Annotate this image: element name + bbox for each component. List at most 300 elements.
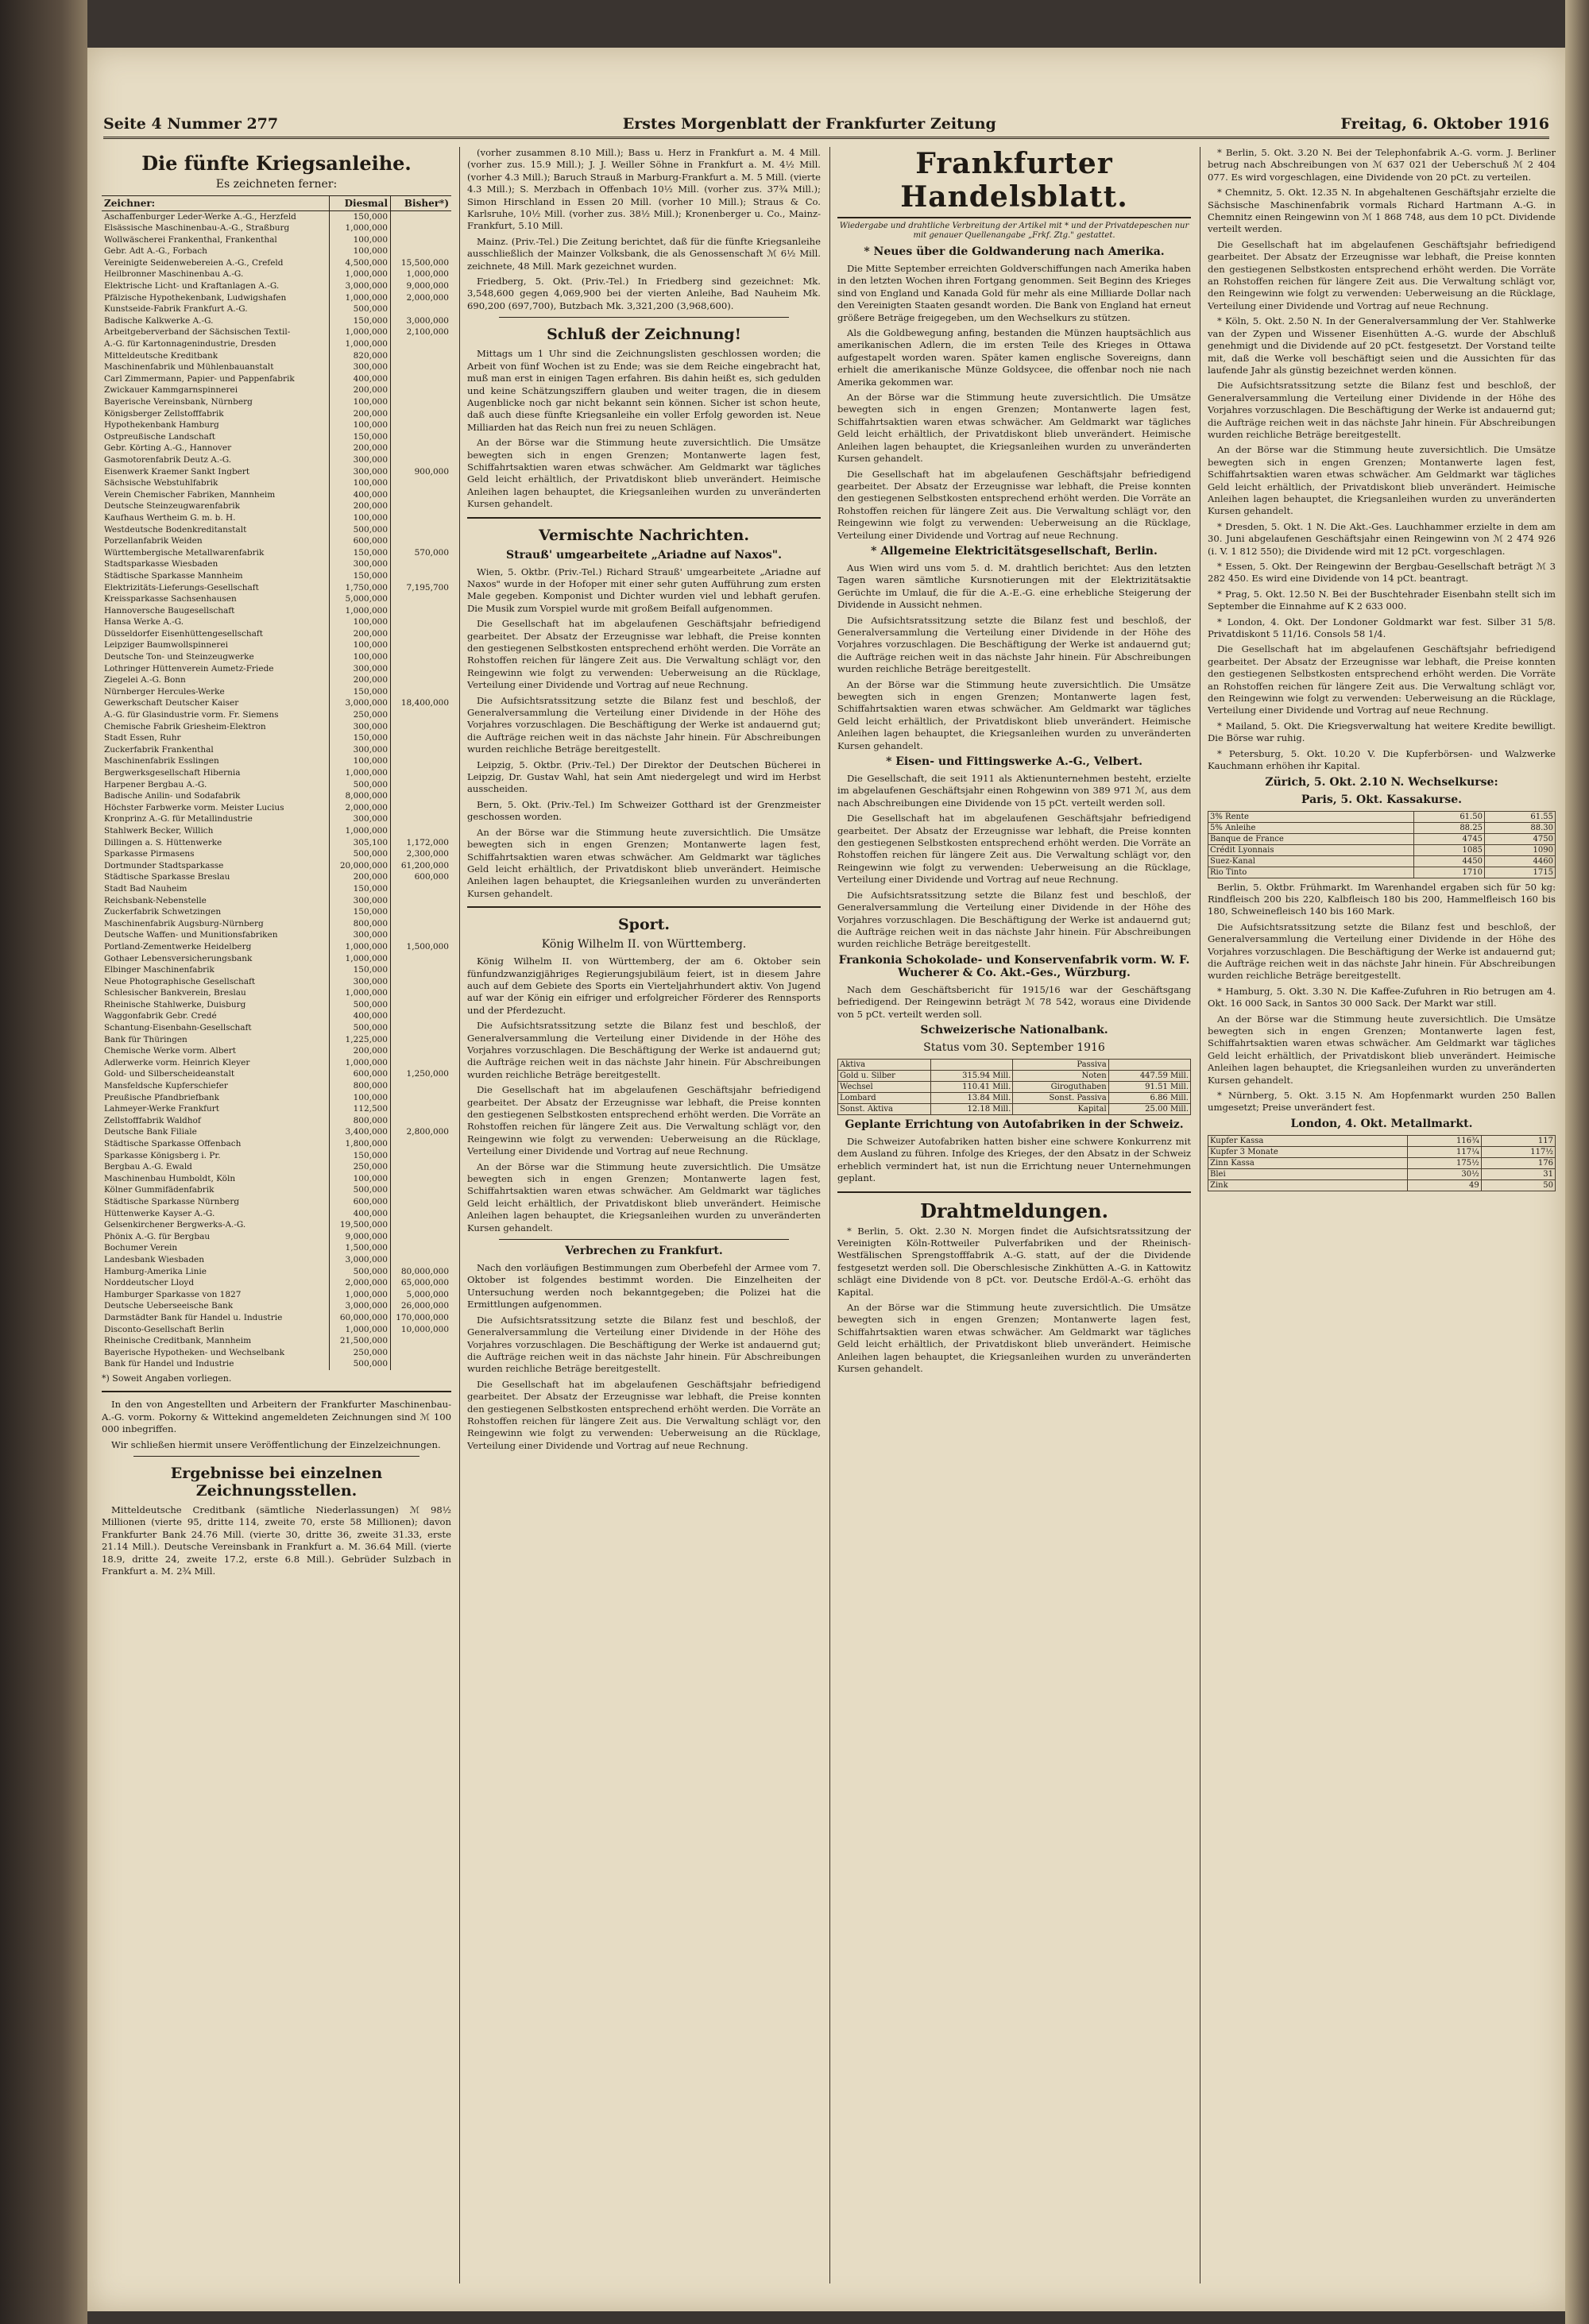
subscription-row-cell: Preußische Pfandbriefbank <box>104 1092 220 1102</box>
subscription-row <box>102 779 451 791</box>
subscription-row-cell: 570,000 <box>391 547 452 559</box>
subscription-row-cell <box>391 350 452 362</box>
subscription-row-cell <box>391 512 452 524</box>
subscription-row <box>102 1312 451 1324</box>
book-spine <box>0 0 87 2324</box>
paris-quotes-table <box>1208 811 1556 878</box>
subscription-row <box>102 582 451 594</box>
paris-row-cell: 4450 <box>1413 855 1484 867</box>
subscription-row <box>102 1347 451 1359</box>
subscription-row-cell <box>391 675 452 687</box>
subscription-row <box>102 617 451 629</box>
subscription-row-cell: Ostpreußische Landschaft <box>104 431 216 442</box>
subscription-row-cell: 300,000 <box>330 895 391 907</box>
subscription-row <box>102 686 451 698</box>
wire-petersburg: * Petersburg, 5. Okt. 10.20 V. Die Kupferbörsen- und Walzwerke Kauchmann erhöhen ihr Kapital. <box>1208 747 1556 772</box>
subscription-row-cell: 400,000 <box>330 373 391 385</box>
subscription-row <box>102 327 451 339</box>
paris-row <box>1208 855 1556 867</box>
subscription-row-cell: Gebr. Adt A.-G., Forbach <box>104 246 207 257</box>
paris-row-cell: 1715 <box>1484 867 1555 878</box>
subscription-row-cell <box>391 431 452 443</box>
subscription-row-cell <box>391 1011 452 1023</box>
subscription-row-cell <box>391 1231 452 1243</box>
subscription-row <box>102 663 451 675</box>
column-rule <box>459 147 460 2283</box>
subscription-row-cell <box>391 721 452 733</box>
snb-row-cell: Giroguthaben <box>1013 1081 1108 1092</box>
subscription-row-cell: 1,500,000 <box>391 941 452 953</box>
subscription-row-cell: Zellstofffabrik Waldhof <box>104 1115 201 1125</box>
subscription-row-cell: 2,300,000 <box>391 849 452 861</box>
subscription-row-cell: 1,000,000 <box>330 1324 391 1336</box>
subscription-row <box>102 1011 451 1023</box>
subscription-row-cell: Kölner Gummifädenfabrik <box>104 1185 215 1195</box>
subscription-row-cell: 150,000 <box>330 431 391 443</box>
subscription-row-cell: 100,000 <box>330 640 391 652</box>
subscription-row <box>102 1034 451 1046</box>
footnote: *) Soweit Angaben vorliegen. <box>102 1373 232 1384</box>
article-text: Die Gesellschaft hat im abgelaufenen Geschäftsjahr befriedigend gearbeitet. Der Absatz der Erzeugnisse war lebhaft, die Preise konnten den gestiegenen Selbstkosten entsprechend erhöht werden. Die Vorräte an Rohstoffen reichen für längere Zeit aus. Die Verwaltung schlägt vor, den Reingewinn wie folgt zu verwenden: Ueberweisung an die Rücklage, Verteilung einer Dividende und Vortrag auf neue Rechnung. <box>467 618 821 691</box>
subscription-row-cell: Städtische Sparkasse Mannheim <box>104 570 243 581</box>
subscription-row-cell: 10,000,000 <box>391 1324 452 1336</box>
subscription-row <box>102 431 451 443</box>
subscription-row-cell: 1,800,000 <box>330 1139 391 1151</box>
subscription-row <box>102 1104 451 1116</box>
subscription-row <box>102 710 451 722</box>
snb-row <box>838 1092 1191 1103</box>
article-text: Die Aufsichtsratssitzung setzte die Bilanz fest und beschloß, der Generalversammlung die Verteilung einer Dividende in der Höhe des Vorjahres vorzuschlagen. Die Beschäftigung der Werke ist andauernd gut; die Aufträge reichen weit in das nächste Jahr hinein. Für Abschreibungen wurden reichliche Beträge bereitgestellt. <box>837 889 1191 950</box>
subscription-row-cell: Dillingen a. S. Hüttenwerke <box>104 837 222 847</box>
column-wires <box>1208 147 1556 2283</box>
subscription-row-cell: 500,000 <box>330 999 391 1011</box>
metal-market-title: London, 4. Okt. Metallmarkt. <box>1290 1117 1473 1130</box>
article-text: An der Börse war die Stimmung heute zuversichtlich. Die Umsätze bewegten sich in engen Grenzen; Montanwerte lagen fest, Schiffahrtsaktien waren etwas schwächer. Am Geldmarkt war tägliches Geld leicht erhältlich, der Privatdiskont blieb unverändert. Heimische Anleihen lagen behauptet, die Kriegsanleihen wurden zu unveränderten Kursen gehandelt. <box>467 437 821 510</box>
subscription-row-cell: Elsässische Maschinenbau-A.-G., Straßburg <box>104 223 290 234</box>
header-page-number: Seite 4 Nummer 277 <box>103 115 279 133</box>
subscription-row-cell <box>391 802 452 814</box>
subscription-row-cell: Deutsche Ueberseeische Bank <box>104 1301 234 1311</box>
subscription-row-cell: 200,000 <box>330 1046 391 1058</box>
subscription-row-cell <box>391 385 452 397</box>
snb-row-cell: Lombard <box>838 1092 931 1103</box>
subscription-row-cell: Deutsche Steinzeugwarenfabrik <box>104 501 241 512</box>
subscription-row <box>102 304 451 316</box>
subscription-row <box>102 408 451 420</box>
subscription-row-cell: 5,000,000 <box>391 1289 452 1301</box>
paris-row <box>1208 822 1556 833</box>
subscription-row <box>102 907 451 919</box>
subscription-row-cell: 1,000,000 <box>330 768 391 780</box>
article-text: Die Aufsichtsratssitzung setzte die Bilanz fest und beschloß, der Generalversammlung die Verteilung einer Dividende in der Höhe des Vorjahres vorzuschlagen. Die Beschäftigung der Werke ist andauernd gut; die Aufträge reichen weit in das nächste Jahr hinein. Für Abschreibungen wurden reichliche Beträge bereitgestellt. <box>1208 380 1556 440</box>
results-title: Ergebnisse bei einzelnen Zeichnungsstellen. <box>170 1465 383 1500</box>
metal-row <box>1208 1135 1556 1146</box>
subscription-row-cell: Bank für Thüringen <box>104 1034 188 1044</box>
paris-row-cell: 4745 <box>1413 833 1484 844</box>
subscription-row-cell: Stadtsparkasse Wiesbaden <box>104 559 218 569</box>
subscription-row <box>102 860 451 872</box>
velbert-article-text: Die Gesellschaft, die seit 1911 als Aktienunternehmen besteht, erzielte im abgelaufenen Geschäftsjahr einen Rohgewinn von 389 971 ℳ, aus dem nach Abschreibungen eine Dividende von 15 pCt. verteilt werden soll. <box>837 773 1191 809</box>
subscription-row-cell <box>391 605 452 617</box>
subscription-row-cell: Bergbau A.-G. Ewald <box>104 1162 192 1172</box>
subscription-row-cell: 250,000 <box>330 710 391 722</box>
subscription-row-cell: 1,000,000 <box>391 269 452 281</box>
subscription-row-cell: 100,000 <box>330 478 391 490</box>
subscription-row-cell: 300,000 <box>330 721 391 733</box>
subscription-row <box>102 1115 451 1127</box>
snb-row-cell: Gold u. Silber <box>838 1070 931 1081</box>
subscription-row <box>102 628 451 640</box>
snb-row-cell: 315.94 Mill. <box>930 1070 1012 1081</box>
subscription-row-cell <box>391 1220 452 1232</box>
subscription-row-cell: Sächsische Webstuhlfabrik <box>104 478 218 488</box>
subscription-row-cell: 200,000 <box>330 675 391 687</box>
subscription-row-cell <box>391 1081 452 1093</box>
subscription-row-cell: Elbinger Maschinenfabrik <box>104 965 215 975</box>
subscription-row-cell: Zwickauer Kammgarnspinnerei <box>104 385 238 396</box>
subscription-row-cell: 300,000 <box>330 454 391 466</box>
subscription-row-cell: Harpener Bergbau A.-G. <box>104 779 207 789</box>
subscription-row-cell <box>391 1347 452 1359</box>
subscription-row-cell <box>391 1336 452 1348</box>
hamburg-coffee: * Hamburg, 5. Okt. 3.30 N. Die Kaffee-Zufuhren in Rio betrugen am 4. Okt. 16 000 Sack, in Santos 30 000 Sack. Der Markt war still. <box>1208 985 1556 1010</box>
wire-report-text: * Berlin, 5. Okt. 2.30 N. Morgen findet die Aufsichtsratssitzung der Vereinigten Köln-Rottweiler Pulverfabriken und der Rheinisch-Westfälischen Sprengstofffabrik A.-G. statt, auf der die Dividende festgesetzt werden soll. Die Oberschlesische Zinkhütten A.-G. in Kattowitz schlägt eine Dividende von 8 pCt. vor. Deutsche Erdöl-A.-G. erhöht das Kapital. <box>837 1225 1191 1298</box>
subscription-row-cell: 200,000 <box>330 501 391 513</box>
subscription-row-cell: 600,000 <box>391 872 452 884</box>
article-text: An der Börse war die Stimmung heute zuversichtlich. Die Umsätze bewegten sich in engen Grenzen; Montanwerte lagen fest, Schiffahrtsaktien waren etwas schwächer. Am Geldmarkt war tägliches Geld leicht erhältlich, der Privatdiskont blieb unverändert. Heimische Anleihen lagen behauptet, die Kriegsanleihen wurden zu unveränderten Kursen gehandelt. <box>467 826 821 899</box>
subscription-row <box>102 281 451 293</box>
subscription-row-cell: 500,000 <box>330 304 391 316</box>
subscription-row <box>102 605 451 617</box>
metal-row-cell: Kupfer Kassa <box>1208 1135 1408 1146</box>
subscription-row <box>102 814 451 826</box>
subscription-row <box>102 640 451 652</box>
subscription-row-cell: Elektrizitäts-Lieferungs-Gesellschaft <box>104 582 259 593</box>
subscription-row-cell: Reichsbank-Nebenstelle <box>104 895 207 905</box>
subscription-row-cell: Eisenwerk Kraemer Sankt Ingbert <box>104 466 250 477</box>
subscription-row-cell <box>391 988 452 1000</box>
subscription-row-cell: Gasmotorenfabrik Deutz A.-G. <box>104 454 232 465</box>
velbert-article-title: * Eisen- und Fittingswerke A.-G., Velbert. <box>886 755 1142 769</box>
subscription-row <box>102 1324 451 1336</box>
subscription-row-cell: 9,000,000 <box>391 281 452 293</box>
subscription-row-cell: 500,000 <box>330 1359 391 1371</box>
subscription-row-cell: 100,000 <box>330 246 391 258</box>
metal-row-cell: 116¾ <box>1407 1135 1481 1146</box>
frankonia-article-text: Nach dem Geschäftsbericht für 1915/16 war der Geschäftsgang befriedigend. Der Reingewinn beträgt ℳ 78 542, woraus eine Dividende von 5 pCt. verteilt werden soll. <box>837 983 1191 1020</box>
subscription-row <box>102 1162 451 1174</box>
subscription-row <box>102 744 451 756</box>
subscription-row-cell: 150,000 <box>330 315 391 327</box>
article-text: An der Börse war die Stimmung heute zuversichtlich. Die Umsätze bewegten sich in engen Grenzen; Montanwerte lagen fest, Schiffahrtsaktien waren etwas schwächer. Am Geldmarkt war tägliches Geld leicht erhältlich, der Privatdiskont blieb unverändert. Heimische Anleihen lagen behauptet, die Kriegsanleihen wurden zu unveränderten Kursen gehandelt. <box>837 678 1191 751</box>
subscription-row-cell: 250,000 <box>330 1347 391 1359</box>
snb-row-cell: 447.59 Mill. <box>1108 1070 1190 1081</box>
subscription-row-cell: 1,000,000 <box>330 327 391 339</box>
subscription-row-cell: 800,000 <box>330 1081 391 1093</box>
subscription-row <box>102 953 451 965</box>
closing-title: Schluß der Zeichnung! <box>547 326 741 344</box>
subscription-row <box>102 501 451 513</box>
subscription-row <box>102 466 451 478</box>
metal-row <box>1208 1157 1556 1168</box>
subscription-row-cell: Chemische Werke vorm. Albert <box>104 1046 237 1056</box>
subscription-row-cell <box>391 640 452 652</box>
metal-row-cell: Zinn Kassa <box>1208 1157 1408 1168</box>
subscription-row-cell: Disconto-Gesellschaft Berlin <box>104 1324 225 1334</box>
crime-headline: Verbrechen zu Frankfurt. <box>565 1245 723 1258</box>
subscription-row-cell: Landesbank Wiesbaden <box>104 1254 205 1264</box>
subscription-row-cell <box>391 339 452 351</box>
berlin-market: Berlin, 5. Oktbr. Frühmarkt. Im Warenhandel ergaben sich für 50 kg: Rindfleisch 200 bis 220, Kalbfleisch 180 bis 200, Hammelfleisch 160 bis 180, Schweinefleisch 140 bis 160 Mark. <box>1208 881 1556 917</box>
subscription-row <box>102 1196 451 1208</box>
gold-article-title: * Neues über die Goldwanderung nach Amerika. <box>864 245 1165 258</box>
subscription-row-cell: Württembergische Metallwarenfabrik <box>104 547 265 558</box>
subscription-row-cell: Norddeutscher Lloyd <box>104 1278 195 1288</box>
subscription-row-cell <box>391 594 452 606</box>
subscription-row-cell: Rheinische Creditbank, Mannheim <box>104 1336 252 1346</box>
subscription-row-cell: 1,000,000 <box>330 941 391 953</box>
snb-row-cell: Aktiva <box>838 1059 931 1070</box>
subscription-row-cell: Maschinenfabrik und Mühlenbauanstalt <box>104 362 274 373</box>
subscription-row-cell <box>391 825 452 837</box>
subscription-row-cell: Pfälzische Hypothekenbank, Ludwigshafen <box>104 292 287 303</box>
subscription-row-cell: 1,000,000 <box>330 339 391 351</box>
paris-row-cell: Banque de France <box>1208 833 1414 844</box>
subscription-row-cell: Bergwerksgesellschaft Hibernia <box>104 768 241 778</box>
subscription-row-cell <box>391 536 452 548</box>
subscription-row-cell: 100,000 <box>330 512 391 524</box>
subscription-row <box>102 570 451 582</box>
subscription-row-cell: 2,000,000 <box>391 292 452 304</box>
subscription-row-cell: 9,000,000 <box>330 1231 391 1243</box>
paris-row <box>1208 811 1556 822</box>
subscription-row-cell: 500,000 <box>330 779 391 791</box>
subscription-row-cell <box>391 362 452 374</box>
subscription-row-cell <box>391 501 452 513</box>
article-text: Die Aufsichtsratssitzung setzte die Bilanz fest und beschloß, der Generalversammlung die Verteilung einer Dividende in der Höhe des Vorjahres vorzuschlagen. Die Beschäftigung der Werke ist andauernd gut; die Aufträge reichen weit in das nächste Jahr hinein. Für Abschreibungen wurden reichliche Beträge bereitgestellt. <box>467 1020 821 1080</box>
subscription-row <box>102 234 451 246</box>
subscription-row-cell <box>391 304 452 316</box>
subscription-row-cell: Städtische Sparkasse Nürnberg <box>104 1196 240 1206</box>
subscription-row-cell <box>391 663 452 675</box>
subscription-row-cell: 1,000,000 <box>330 1057 391 1069</box>
subscription-row-cell: Porzellanfabrik Weiden <box>104 536 203 546</box>
note-machine-works: In den von Angestellten und Arbeitern der Frankfurter Maschinenbau-A.-G. vorm. Pokorny & Wittekind angemeldeten Zeichnungen sind ℳ 100 000 inbegriffen. <box>102 1399 451 1435</box>
subscription-row <box>102 733 451 745</box>
article-text: Die Gesellschaft hat im abgelaufenen Geschäftsjahr befriedigend gearbeitet. Der Absatz der Erzeugnisse war lebhaft, die Preise konnten den gestiegenen Selbstkosten entsprechend erhöht werden. Die Vorräte an Rohstoffen reichen für längere Zeit aus. Die Verwaltung schlägt vor, den Reingewinn wie folgt zu verwenden: Ueberweisung an die Rücklage, Verteilung einer Dividende und Vortrag auf neue Rechnung. <box>467 1084 821 1157</box>
subscription-row-cell: 3,000,000 <box>330 1254 391 1266</box>
subscription-row-cell: Arbeitgeberverband der Sächsischen Textil- <box>104 327 291 338</box>
subscription-row-cell: 100,000 <box>330 756 391 768</box>
subscription-row-cell: 2,100,000 <box>391 327 452 339</box>
subscription-row-cell: 3,000,000 <box>391 315 452 327</box>
snb-row-cell <box>1108 1059 1190 1070</box>
article-text: An der Börse war die Stimmung heute zuversichtlich. Die Umsätze bewegten sich in engen Grenzen; Montanwerte lagen fest, Schiffahrtsaktien waren etwas schwächer. Am Geldmarkt war tägliches Geld leicht erhältlich, der Privatdiskont blieb unverändert. Heimische Anleihen lagen behauptet, die Kriegsanleihen wurden zu unveränderten Kursen gehandelt. <box>467 1160 821 1233</box>
snb-status-table <box>837 1059 1191 1115</box>
subscription-row <box>102 976 451 988</box>
subscription-row-cell: Hamburg-Amerika Linie <box>104 1266 207 1276</box>
subscription-row-cell <box>391 246 452 258</box>
subscription-row <box>102 1266 451 1278</box>
subscription-row <box>102 443 451 455</box>
subscription-row-cell <box>391 791 452 803</box>
subscription-row <box>102 675 451 687</box>
subscription-row-cell: 500,000 <box>330 1185 391 1197</box>
article-text: Die Aufsichtsratssitzung setzte die Bilanz fest und beschloß, der Generalversammlung die Verteilung einer Dividende in der Höhe des Vorjahres vorzuschlagen. Die Beschäftigung der Werke ist andauernd gut; die Aufträge reichen weit in das nächste Jahr hinein. Für Abschreibungen wurden reichliche Beträge bereitgestellt. <box>837 614 1191 675</box>
subscription-row-cell: Ziegelei A.-G. Bonn <box>104 675 186 685</box>
subscription-row <box>102 559 451 571</box>
subscription-row-cell <box>391 976 452 988</box>
article-text: An der Börse war die Stimmung heute zuversichtlich. Die Umsätze bewegten sich in engen Grenzen; Montanwerte lagen fest, Schiffahrtsaktien waren etwas schwächer. Am Geldmarkt war tägliches Geld leicht erhältlich, der Privatdiskont blieb unverändert. Heimische Anleihen lagen behauptet, die Kriegsanleihen wurden zu unveränderten Kursen gehandelt. <box>1208 444 1556 517</box>
metal-row-cell: Kupfer 3 Monate <box>1208 1146 1408 1157</box>
subscription-row <box>102 1359 451 1371</box>
subscription-row-cell: 112,500 <box>330 1104 391 1116</box>
paris-row-cell: 5% Anleihe <box>1208 822 1414 833</box>
subscription-row <box>102 1208 451 1220</box>
subscription-row-cell <box>391 1254 452 1266</box>
metal-row-cell: 175½ <box>1407 1157 1481 1168</box>
subscription-row-cell: Maschinenbau Humboldt, Köln <box>104 1173 236 1183</box>
subscription-row-cell <box>391 420 452 432</box>
subscription-row-cell: 820,000 <box>330 350 391 362</box>
subscription-row-cell: 7,195,700 <box>391 582 452 594</box>
subscription-row-cell: 800,000 <box>330 918 391 930</box>
page-header <box>103 111 1549 139</box>
subscription-row <box>102 895 451 907</box>
subscription-row <box>102 478 451 490</box>
subscription-row-cell: 600,000 <box>330 1069 391 1081</box>
snb-row-cell: Passiva <box>1013 1059 1108 1070</box>
subscription-row-cell: Schantung-Eisenbahn-Gesellschaft <box>104 1023 252 1033</box>
nurnberg-hops: * Nürnberg, 5. Okt. 3.15 N. Am Hopfenmarkt wurden 250 Ballen umgesetzt; Preise unverändert fest. <box>1208 1090 1556 1114</box>
subscription-row-cell <box>391 999 452 1011</box>
snb-table-subtitle: Status vom 30. September 1916 <box>923 1040 1105 1054</box>
snb-row-cell: 110.41 Mill. <box>930 1081 1012 1092</box>
article-text: Die Gesellschaft hat im abgelaufenen Geschäftsjahr befriedigend gearbeitet. Der Absatz der Erzeugnisse war lebhaft, die Preise konnten den gestiegenen Selbstkosten entsprechend erhöht werden. Die Vorräte an Rohstoffen reichen für längere Zeit aus. Die Verwaltung schlägt vor, den Reingewinn wie folgt zu verwenden: Ueberweisung an die Rücklage, Verteilung einer Dividende und Vortrag auf neue Rechnung. <box>1208 643 1556 716</box>
subscription-row <box>102 1278 451 1290</box>
subscription-row-cell <box>391 710 452 722</box>
article-text: Die Aufsichtsratssitzung setzte die Bilanz fest und beschloß, der Generalversammlung die Verteilung einer Dividende in der Höhe des Vorjahres vorzuschlagen. Die Beschäftigung der Werke ist andauernd gut; die Aufträge reichen weit in das nächste Jahr hinein. Für Abschreibungen wurden reichliche Beträge bereitgestellt. <box>1208 921 1556 982</box>
subscription-row-cell: Heilbronner Maschinenbau A.-G. <box>104 269 244 280</box>
subscription-row <box>102 1023 451 1035</box>
subscription-row-cell: A.-G. für Glasindustrie vorm. Fr. Siemens <box>104 710 279 720</box>
subscription-row-cell: Mitteldeutsche Kreditbank <box>104 350 218 361</box>
snb-row-cell: Sonst. Passiva <box>1013 1092 1108 1103</box>
subscription-row-cell: Badische Kalkwerke A.-G. <box>104 315 214 326</box>
subscription-row-cell: Neue Photographische Gesellschaft <box>104 976 256 986</box>
subscription-row <box>102 246 451 258</box>
subscription-row-cell: 100,000 <box>330 617 391 629</box>
subscription-row-cell: 305,100 <box>330 837 391 849</box>
subscription-row-cell: Kreissparkasse Sachsenhausen <box>104 594 237 604</box>
commerce-masthead: Frankfurter Handelsblatt. <box>837 147 1191 218</box>
subscription-row-cell: 19,500,000 <box>330 1220 391 1232</box>
subscription-row-cell <box>391 223 452 235</box>
subscription-row-cell: Höchster Farbwerke vorm. Meister Lucius <box>104 802 284 813</box>
subscription-row-cell: 200,000 <box>330 408 391 420</box>
subscription-row-cell: 170,000,000 <box>391 1312 452 1324</box>
leipzig-report: Leipzig, 5. Oktbr. (Priv.-Tel.) Der Direktor der Deutschen Bücherei in Leipzig, Dr. Gustav Wahl, hat sein Amt niedergelegt und wird im Herbst ausscheiden. <box>467 759 821 795</box>
subscription-row-cell: 3,000,000 <box>330 1301 391 1313</box>
subscription-row-cell: Badische Anilin- und Sodafabrik <box>104 791 241 801</box>
subscription-row-cell: Nürnberger Hercules-Werke <box>104 686 225 697</box>
wire-essen: * Essen, 5. Okt. Der Reingewinn der Bergbau-Gesellschaft beträgt ℳ 3 282 450. Es wird eine Dividende von 14 pCt. beantragt. <box>1208 561 1556 585</box>
subscription-row-cell <box>391 408 452 420</box>
subscription-row-cell: Lahmeyer-Werke Frankfurt <box>104 1104 219 1114</box>
paris-row-cell: 4750 <box>1484 833 1555 844</box>
subscription-row <box>102 999 451 1011</box>
subscription-row <box>102 1092 451 1104</box>
subscription-row <box>102 1081 451 1093</box>
column-news <box>467 147 821 2283</box>
article-text: Die Gesellschaft hat im abgelaufenen Geschäftsjahr befriedigend gearbeitet. Der Absatz der Erzeugnisse war lebhaft, die Preise konnten den gestiegenen Selbstkosten entsprechend erhöht werden. Die Vorräte an Rohstoffen reichen für längere Zeit aus. Die Verwaltung schlägt vor, den Reingewinn wie folgt zu verwenden: Ueberweisung an die Rücklage, Verteilung einer Dividende und Vortrag auf neue Rechnung. <box>837 813 1191 886</box>
auto-article-title: Geplante Errichtung von Autofabriken in der Schweiz. <box>845 1118 1184 1131</box>
ariadne-headline: Strauß' umgearbeitete „Ariadne auf Naxos". <box>506 548 782 562</box>
newspaper-page <box>87 48 1565 2311</box>
subscription-row-cell: 2,000,000 <box>330 1278 391 1290</box>
subscription-row <box>102 1046 451 1058</box>
subscription-row <box>102 1139 451 1151</box>
metal-row-cell: Zink <box>1208 1179 1408 1191</box>
subscription-row-cell <box>391 234 452 246</box>
subscription-row-cell: 100,000 <box>330 1173 391 1185</box>
wire-chemnitz: * Chemnitz, 5. Okt. 12.35 N. In abgehaltenen Geschäftsjahr erzielte die Sächsische Maschinenfabrik vormals Richard Hartmann A.-G. in Chemnitz einen Reingewinn von ℳ 1 868 748, aus dem 10 pCt. Dividende verteilt werden. <box>1208 187 1556 235</box>
subscription-row-cell <box>391 443 452 455</box>
subscription-row-cell: 150,000 <box>330 965 391 977</box>
subscription-row-cell <box>391 1162 452 1174</box>
subscription-row-cell: 150,000 <box>330 211 391 223</box>
metal-row-cell: 117¼ <box>1407 1146 1481 1157</box>
sport-headline: König Wilhelm II. von Württemberg. <box>541 938 747 952</box>
subscription-row-cell <box>391 628 452 640</box>
subscription-row-cell: Rheinische Stahlwerke, Duisburg <box>104 999 246 1010</box>
subscription-row-cell: Hüttenwerke Kayser A.-G. <box>104 1208 215 1218</box>
zurich-title: Zürich, 5. Okt. 2.10 N. Wechselkurse: <box>1265 775 1498 789</box>
subscription-row-cell: Wollwäscherei Frankenthal, Frankenthal <box>104 234 277 245</box>
subscription-row-cell: 100,000 <box>330 652 391 664</box>
subscription-row-cell: 300,000 <box>330 362 391 374</box>
subscription-row-cell: 500,000 <box>330 1023 391 1035</box>
subscription-row-cell: 600,000 <box>330 1196 391 1208</box>
subscription-row <box>102 872 451 884</box>
paris-row-cell: 1085 <box>1413 844 1484 855</box>
paris-row-cell: 88.30 <box>1484 822 1555 833</box>
divider <box>133 1456 419 1457</box>
gold-article-text: Die Mitte September erreichten Goldverschiffungen nach Amerika haben in den letzten Wochen ihren Fortgang genommen. Seit Beginn des Krieges sind von England und Kanada Gold für mehr als eine Milliarde Dollar nach den Vereinigten Staaten gesandt worden. Die Bank von England hat erneut größere Beträge freigegeben, um den Wechselkurs zu stützen. <box>837 263 1191 323</box>
subscription-row <box>102 1336 451 1348</box>
subscription-row-cell <box>391 686 452 698</box>
subscription-row-cell: 8,000,000 <box>330 791 391 803</box>
subscription-row-cell: 1,225,000 <box>330 1034 391 1046</box>
subscription-row-cell: Königsberger Zellstofffabrik <box>104 408 224 419</box>
wire-mailand: * Mailand, 5. Okt. Die Kriegsverwaltung hat weitere Kredite bewilligt. Die Börse war ruhig. <box>1208 720 1556 744</box>
snb-row-cell: 12.18 Mill. <box>930 1103 1012 1114</box>
snb-row-cell: Noten <box>1013 1070 1108 1081</box>
subscription-row-cell: Kaufhaus Wertheim G. m. b. H. <box>104 512 236 523</box>
sport-text: König Wilhelm II. von Württemberg, der am 6. Oktober sein fünfundzwanzigjähriges Regierungsjubiläum feiert, ist in diesem Jahre auch auf dem Gebiete des Sports ein Vierteljahrhundert aktiv. Von Jugend auf war der König ein eifriger und erfolgreicher Förderer des Rennsports und der Pferdezucht. <box>467 955 821 1016</box>
metal-row <box>1208 1179 1556 1191</box>
paris-row-cell: 88.25 <box>1413 822 1484 833</box>
snb-table-title: Schweizerische Nationalbank. <box>920 1023 1108 1037</box>
metal-row-cell: 30½ <box>1407 1168 1481 1179</box>
subscription-row-cell <box>391 524 452 536</box>
subscription-row-cell <box>391 454 452 466</box>
subscription-row <box>102 768 451 780</box>
subscription-row-cell: 2,000,000 <box>330 802 391 814</box>
auto-article-text: Die Schweizer Autofabriken hatten bisher eine schwere Konkurrenz mit dem Ausland zu führen. Infolge des Krieges, der den Absatz in der Schweiz erheblich vermindert hat, ist nun die Errichtung neuer Unternehmungen geplant. <box>837 1135 1191 1184</box>
wire-prag: * Prag, 5. Okt. 12.50 N. Bei der Buschtehrader Eisenbahn stellt sich im September die Einnahme auf K 2 633 000. <box>1208 588 1556 612</box>
subscription-row-cell: Deutsche Bank Filiale <box>104 1127 197 1137</box>
